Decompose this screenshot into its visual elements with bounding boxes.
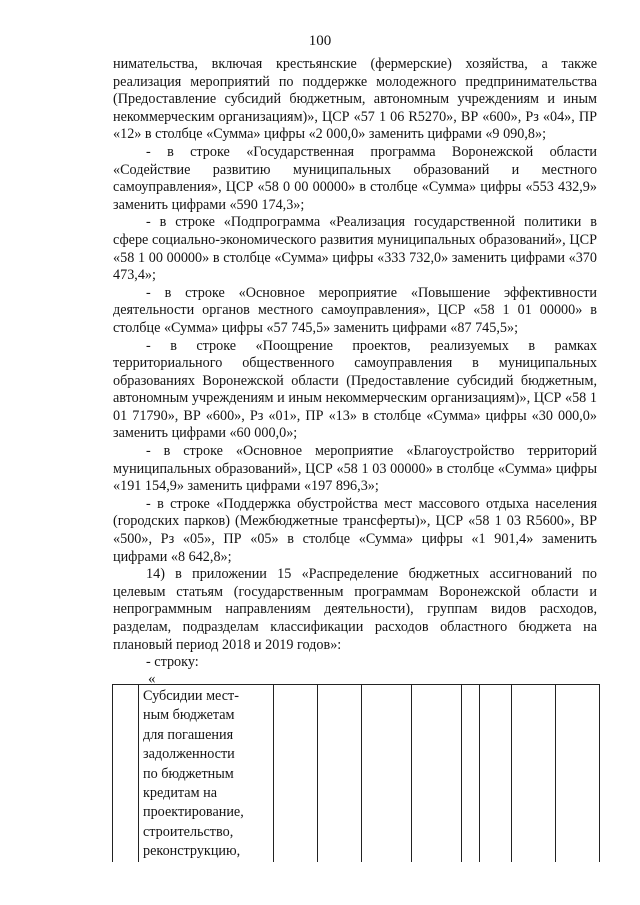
table-cell-empty <box>412 685 462 862</box>
cell-description-text <box>139 685 273 862</box>
paragraph-4: - в строке «Основное мероприятие «Повышение эффективности деятельности органов местного самоуправления», ЦСР «58 1 01 00000» в столбце «Сумма» цифры «57 745,5» заменить цифрами «87 745,5»; <box>113 284 597 336</box>
budget-table-fragment <box>112 684 600 862</box>
cell-line: строительство, <box>143 823 234 840</box>
paragraph-9: - строку: <box>146 654 199 671</box>
paragraph-8: 14) в приложении 15 «Распределение бюджетных ассигнований по целевым статьям (государственным программам Воронежской области и непрограммным направлениям деятельности), группам видов расходов, разделам, подразделам классификации расходов областного бюджета на плановый период 2018 и 2019 годов»: <box>113 566 597 653</box>
table-cell-empty <box>318 685 362 862</box>
cell-line: реконструкцию, <box>143 843 241 860</box>
table-cell-empty <box>462 685 480 862</box>
table-cell-empty <box>512 685 556 862</box>
body-text <box>113 56 597 672</box>
table-cell-empty <box>480 685 512 862</box>
table-cell-empty <box>362 685 412 862</box>
table-cell-empty <box>556 685 600 862</box>
opening-quote: « <box>148 671 156 687</box>
paragraph-3: - в строке «Подпрограмма «Реализация государственной политики в сфере социально-экономического развития муниципальных образований», ЦСР «58 1 00 00000» в столбце «Сумма» цифры «333 732,0» заменить цифрами «370 473,4»; <box>113 214 597 284</box>
paragraph-1: нимательства, включая крестьянские (фермерские) хозяйства, а также реализация мероприятий по поддержке молодежного предпринимательства (Предоставление субсидий бюджетным, автономным учреждениям и иным некоммерческим организациям)», ЦСР «57 1 06 R5270», ВР «600», Рз «04», ПР «12» в столбце «Сумма» цифры «2 000,0» заменить цифрами «9 090,8»; <box>113 56 597 143</box>
table-row <box>113 685 600 862</box>
cell-line: проектирование, <box>143 804 244 821</box>
table-cell-description <box>139 685 274 862</box>
cell-line: ным бюджетам <box>143 707 235 724</box>
table-cell-empty <box>113 685 139 862</box>
cell-line: по бюджетным <box>143 765 234 782</box>
paragraph-2: - в строке «Государственная программа Воронежской области «Содействие развитию муниципальных образований и местного самоуправления», ЦСР «58 0 00 00000» в столбце «Сумма» цифры «553 432,9» заменить цифрами «590 174,3»; <box>113 143 597 213</box>
paragraph-7: - в строке «Поддержка обустройства мест массового отдыха населения (городских парков) (Межбюджетные трансферты)», ЦСР «58 1 03 R5600», ВР «500», Рз «05», ПР «05» в столбце «Сумма» цифры «1 901,4» заменить цифрами «8 642,8»; <box>113 495 597 565</box>
cell-line: для погашения <box>143 726 234 743</box>
paragraph-5: - в строке «Поощрение проектов, реализуемых в рамках территориального общественного самоуправления в муниципальных образованиях Воронежской области (Предоставление субсидий бюджетным, автономным учреждениям и иным некоммерческим организациям)», ЦСР «58 1 01 71790», ВР «600», Рз «01», ПР «13» в столбце «Сумма» цифры «30 000,0» заменить цифрами «60 000,0»; <box>113 337 597 442</box>
cell-line: задолженности <box>143 746 235 763</box>
table-cell-empty <box>274 685 318 862</box>
cell-line: Субсидии мест- <box>143 688 239 704</box>
paragraph-6: - в строке «Основное мероприятие «Благоустройство территорий муниципальных образований», ЦСР «58 1 03 00000» в столбце «Сумма» цифры «191 154,9» заменить цифрами «197 896,3»; <box>113 443 597 495</box>
page-number: 100 <box>308 33 332 49</box>
cell-line: кредитам на <box>143 785 217 802</box>
